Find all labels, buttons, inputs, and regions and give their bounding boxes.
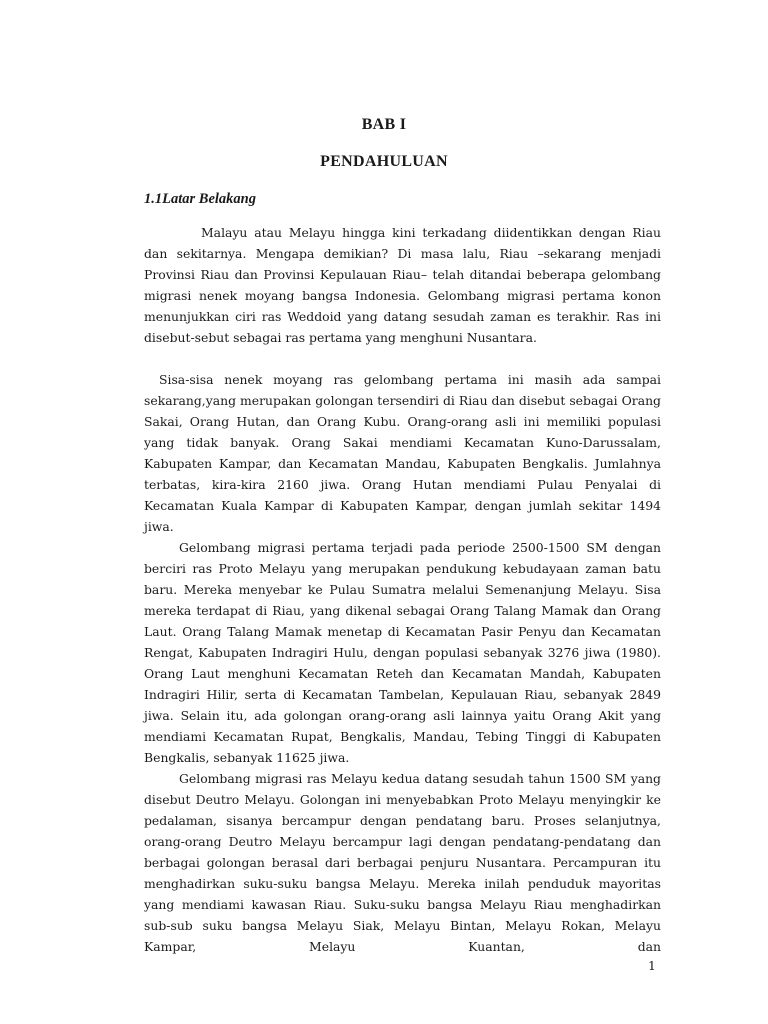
- section-heading: 1.1Latar Belakang: [144, 191, 256, 207]
- chapter-title: PENDAHULUAN: [320, 153, 448, 170]
- paragraph: Sisa-sisa nenek moyang ras gelombang pertama ini masih ada sampai sekarang,yang merupakan golongan tersendiri di Riau dan disebut sebagai Orang Sakai, Orang Hutan, dan Orang Kubu. Orang-orang asli ini memiliki populasi yang tidak banyak. Orang Sakai mendiami Kecamatan Kuno-Darussalam, Kabupaten Kampar, dan Kecamatan Mandau, Kabupaten Bengkalis. Jumlahnya terbatas, kira-kira 2160 jiwa. Orang Hutan mendiami Pulau Penyalai di Kecamatan Kuala Kampar di Kabupaten Kampar, dengan jumlah sekitar 1494 jiwa.: [144, 372, 661, 534]
- page-number: 1: [648, 958, 656, 973]
- paragraph: Malayu atau Melayu hingga kini terkadang diidentikkan dengan Riau dan sekitarnya. Mengapa demikian? Di masa lalu, Riau –sekarang menjadi Provinsi Riau dan Provinsi Kepulauan Riau– telah ditandai beberapa gelombang migrasi nenek moyang bangsa Indonesia. Gelombang migrasi pertama konon menunjukkan ciri ras Weddoid yang datang sesudah zaman es terakhir. Ras ini disebut-sebut sebagai ras pertama yang menghuni Nusantara.: [144, 225, 661, 345]
- chapter-label: BAB I: [361, 116, 407, 133]
- paragraph: Gelombang migrasi pertama terjadi pada periode 2500-1500 SM dengan berciri ras Proto Melayu yang merupakan pendukung kebudayaan zaman batu baru. Mereka menyebar ke Pulau Sumatra melalui Semenanjung Melayu. Sisa mereka terdapat di Riau, yang dikenal sebagai Orang Talang Mamak dan Orang Laut. Orang Talang Mamak menetap di Kecamatan Pasir Penyu dan Kecamatan Rengat, Kabupaten Indragiri Hulu, dengan populasi sebanyak 3276 jiwa (1980). Orang Laut menghuni Kecamatan Reteh dan Kecamatan Mandah, Kabupaten Indragiri Hilir, serta di Kecamatan Tambelan, Kepulauan Riau, sebanyak 2849 jiwa. Selain itu, ada golongan orang-orang asli lainnya yaitu Orang Akit yang mendiami Kecamatan Rupat, Bengkalis, Mandau, Tebing Tinggi di Kabupaten Bengkalis, sebanyak 11625 jiwa.: [144, 540, 661, 765]
- paragraph: Gelombang migrasi ras Melayu kedua datang sesudah tahun 1500 SM yang disebut Deutro Melayu. Golongan ini menyebabkan Proto Melayu menyingkir ke pedalaman, sisanya bercampur dengan pendatang baru. Proses selanjutnya, orang-orang Deutro Melayu bercampur lagi dengan pendatang-pendatang dan berbagai golongan berasal dari berbagai penjuru Nusantara. Percampuran itu menghadirkan suku-suku bangsa Melayu. Mereka inilah penduduk mayoritas yang mendiami kawasan Riau. Suku-suku bangsa Melayu Riau menghadirkan sub-sub suku bangsa Melayu Siak, Melayu Bintan, Melayu Rokan, Melayu Kampar, Melayu Kuantan, dan: [144, 771, 661, 954]
